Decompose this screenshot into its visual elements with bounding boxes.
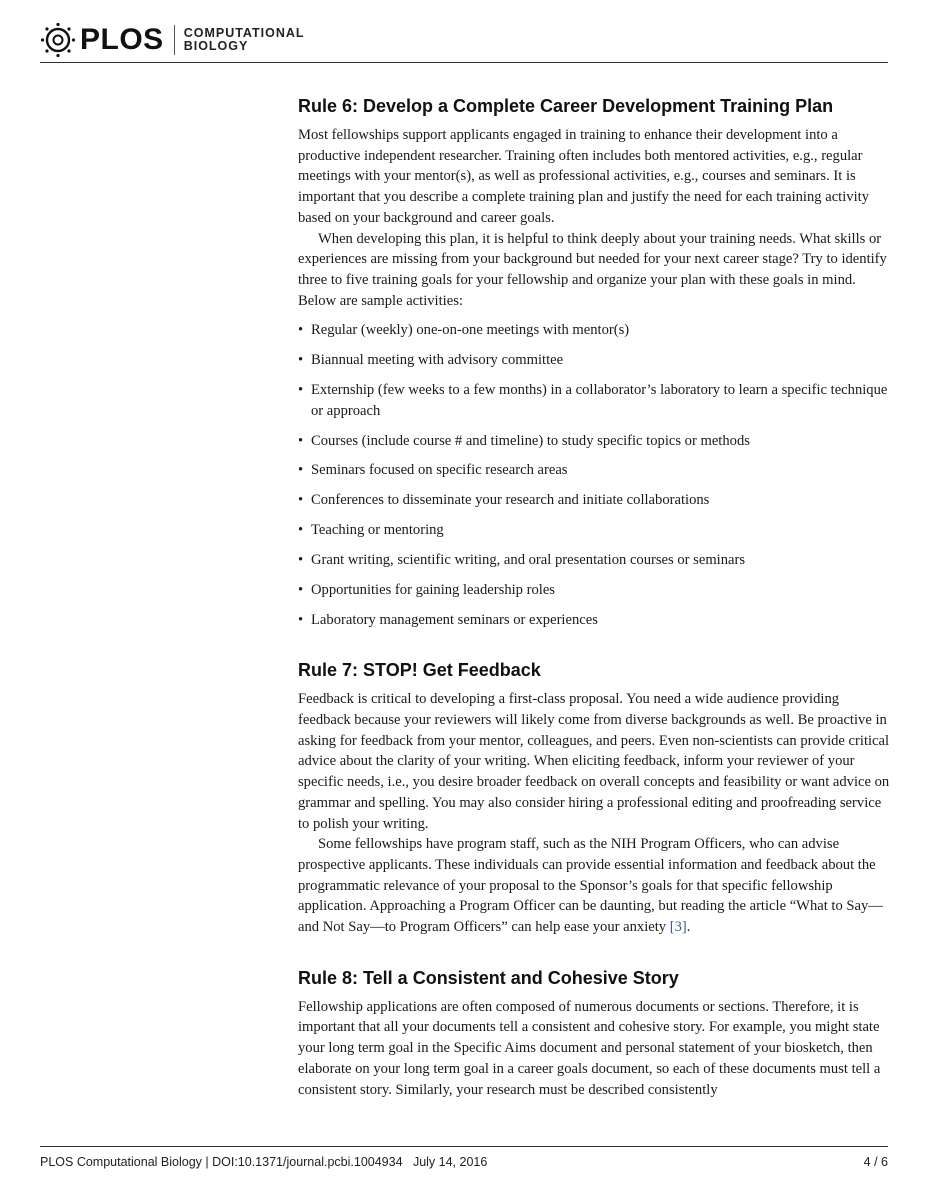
logo-journal-line2: BIOLOGY	[183, 39, 249, 53]
activity-list	[298, 320, 890, 630]
list-item: • Seminars focused on specific research areas	[298, 460, 890, 481]
paragraph-text: Some fellowships have program staff, such as the NIH Program Officers, who can advise prospective applicants. These individuals can provide essential information and feedback about the programmatic relevance of your proposal to the Sponsor’s goals for that specific fellowship application. Approaching a Program Officer can be daunting, but reading the article “What to Say—and Not Say—to Program Officers” can help ease your anxiety	[298, 836, 883, 936]
footer-doi[interactable]: DOI:10.1371/journal.pcbi.1004934	[212, 1155, 403, 1169]
section-rule-7	[298, 658, 890, 937]
list-item: • Opportunities for gaining leadership roles	[298, 580, 890, 601]
section-heading: Rule 8: Tell a Consistent and Cohesive Story	[298, 967, 679, 988]
footer-separator: |	[201, 1155, 213, 1169]
list-item: • Externship (few weeks to a few months) in a collaborator’s laboratory to learn a specific technique or approach	[298, 380, 890, 421]
logo-journal-line1: COMPUTATIONAL	[183, 26, 305, 40]
paragraph: Most fellowships support applicants engaged in training to enhance their development into a productive independent researcher. Training often includes both mentored activities, e.g., regular meetings with your mentor(s), as well as professional activities, e.g., courses and seminars. It is important that you describe a complete training plan and justify the need for each training activity based on your background and career goals.	[298, 127, 869, 226]
paragraph-text-end: .	[686, 919, 691, 936]
list-item: • Conferences to disseminate your research and initiate collaborations	[298, 490, 890, 511]
logo-plos-text: PLOS	[80, 23, 164, 56]
logo-journal-name	[184, 27, 305, 53]
logo-divider	[174, 25, 175, 55]
plos-logo-icon	[40, 22, 76, 58]
list-item: • Courses (include course # and timeline) to study specific topics or methods	[298, 431, 890, 452]
footer-citation	[40, 1155, 487, 1169]
section-rule-8	[298, 966, 890, 1101]
paragraph: Feedback is critical to developing a first-class proposal. You need a wide audience providing feedback because your reviewers will likely come from diverse backgrounds as well. Be proactive in asking for feedback from your mentor, colleagues, and peers. Even non-scientists can provide critical advice about the clarity of your writing. When eliciting feedback, inform your reviewer of your specific needs, i.e., you desire broader feedback on overall concepts and feasibility or want advice on grammar and spelling. You may also consider hiring a professional editing and proofreading service to polish your writing.	[298, 691, 890, 832]
header-divider	[40, 62, 888, 63]
page-footer	[40, 1155, 888, 1169]
footer-divider	[40, 1146, 888, 1147]
paragraph: When developing this plan, it is helpful to think deeply about your training needs. What skills or experiences are missing from your background but needed for your next career stage? Try to identify three to five training goals for your fellowship and organize your plan with these goals in mind. Below are sample activities:	[298, 230, 887, 309]
list-item: • Teaching or mentoring	[298, 520, 890, 541]
paragraph	[298, 834, 890, 938]
section-rule-6	[298, 94, 890, 630]
journal-logo	[40, 22, 305, 58]
article-body	[298, 94, 890, 1128]
list-item: • Laboratory management seminars or experiences	[298, 610, 890, 631]
list-item: • Grant writing, scientific writing, and oral presentation courses or seminars	[298, 550, 890, 571]
list-item: • Regular (weekly) one-on-one meetings with mentor(s)	[298, 320, 890, 341]
footer-date: July 14, 2016	[412, 1155, 488, 1169]
section-heading: Rule 7: STOP! Get Feedback	[298, 660, 541, 681]
citation-link[interactable]: [3]	[669, 919, 687, 936]
list-item: • Biannual meeting with advisory committee	[298, 350, 890, 371]
page-number: 4 / 6	[863, 1155, 888, 1169]
paragraph: Fellowship applications are often composed of numerous documents or sections. Therefore, it is important that all your documents tell a consistent and cohesive story. For example, you might state your long term goal in the Specific Aims document and personal statement of your biosketch, then elaborate on your long term goal in a career goals document, so each of these documents must tell a consistent story. Similarly, your research must be described consistently	[298, 998, 881, 1098]
footer-journal: PLOS Computational Biology	[40, 1155, 202, 1169]
section-heading: Rule 6: Develop a Complete Career Development Training Plan	[298, 96, 834, 116]
